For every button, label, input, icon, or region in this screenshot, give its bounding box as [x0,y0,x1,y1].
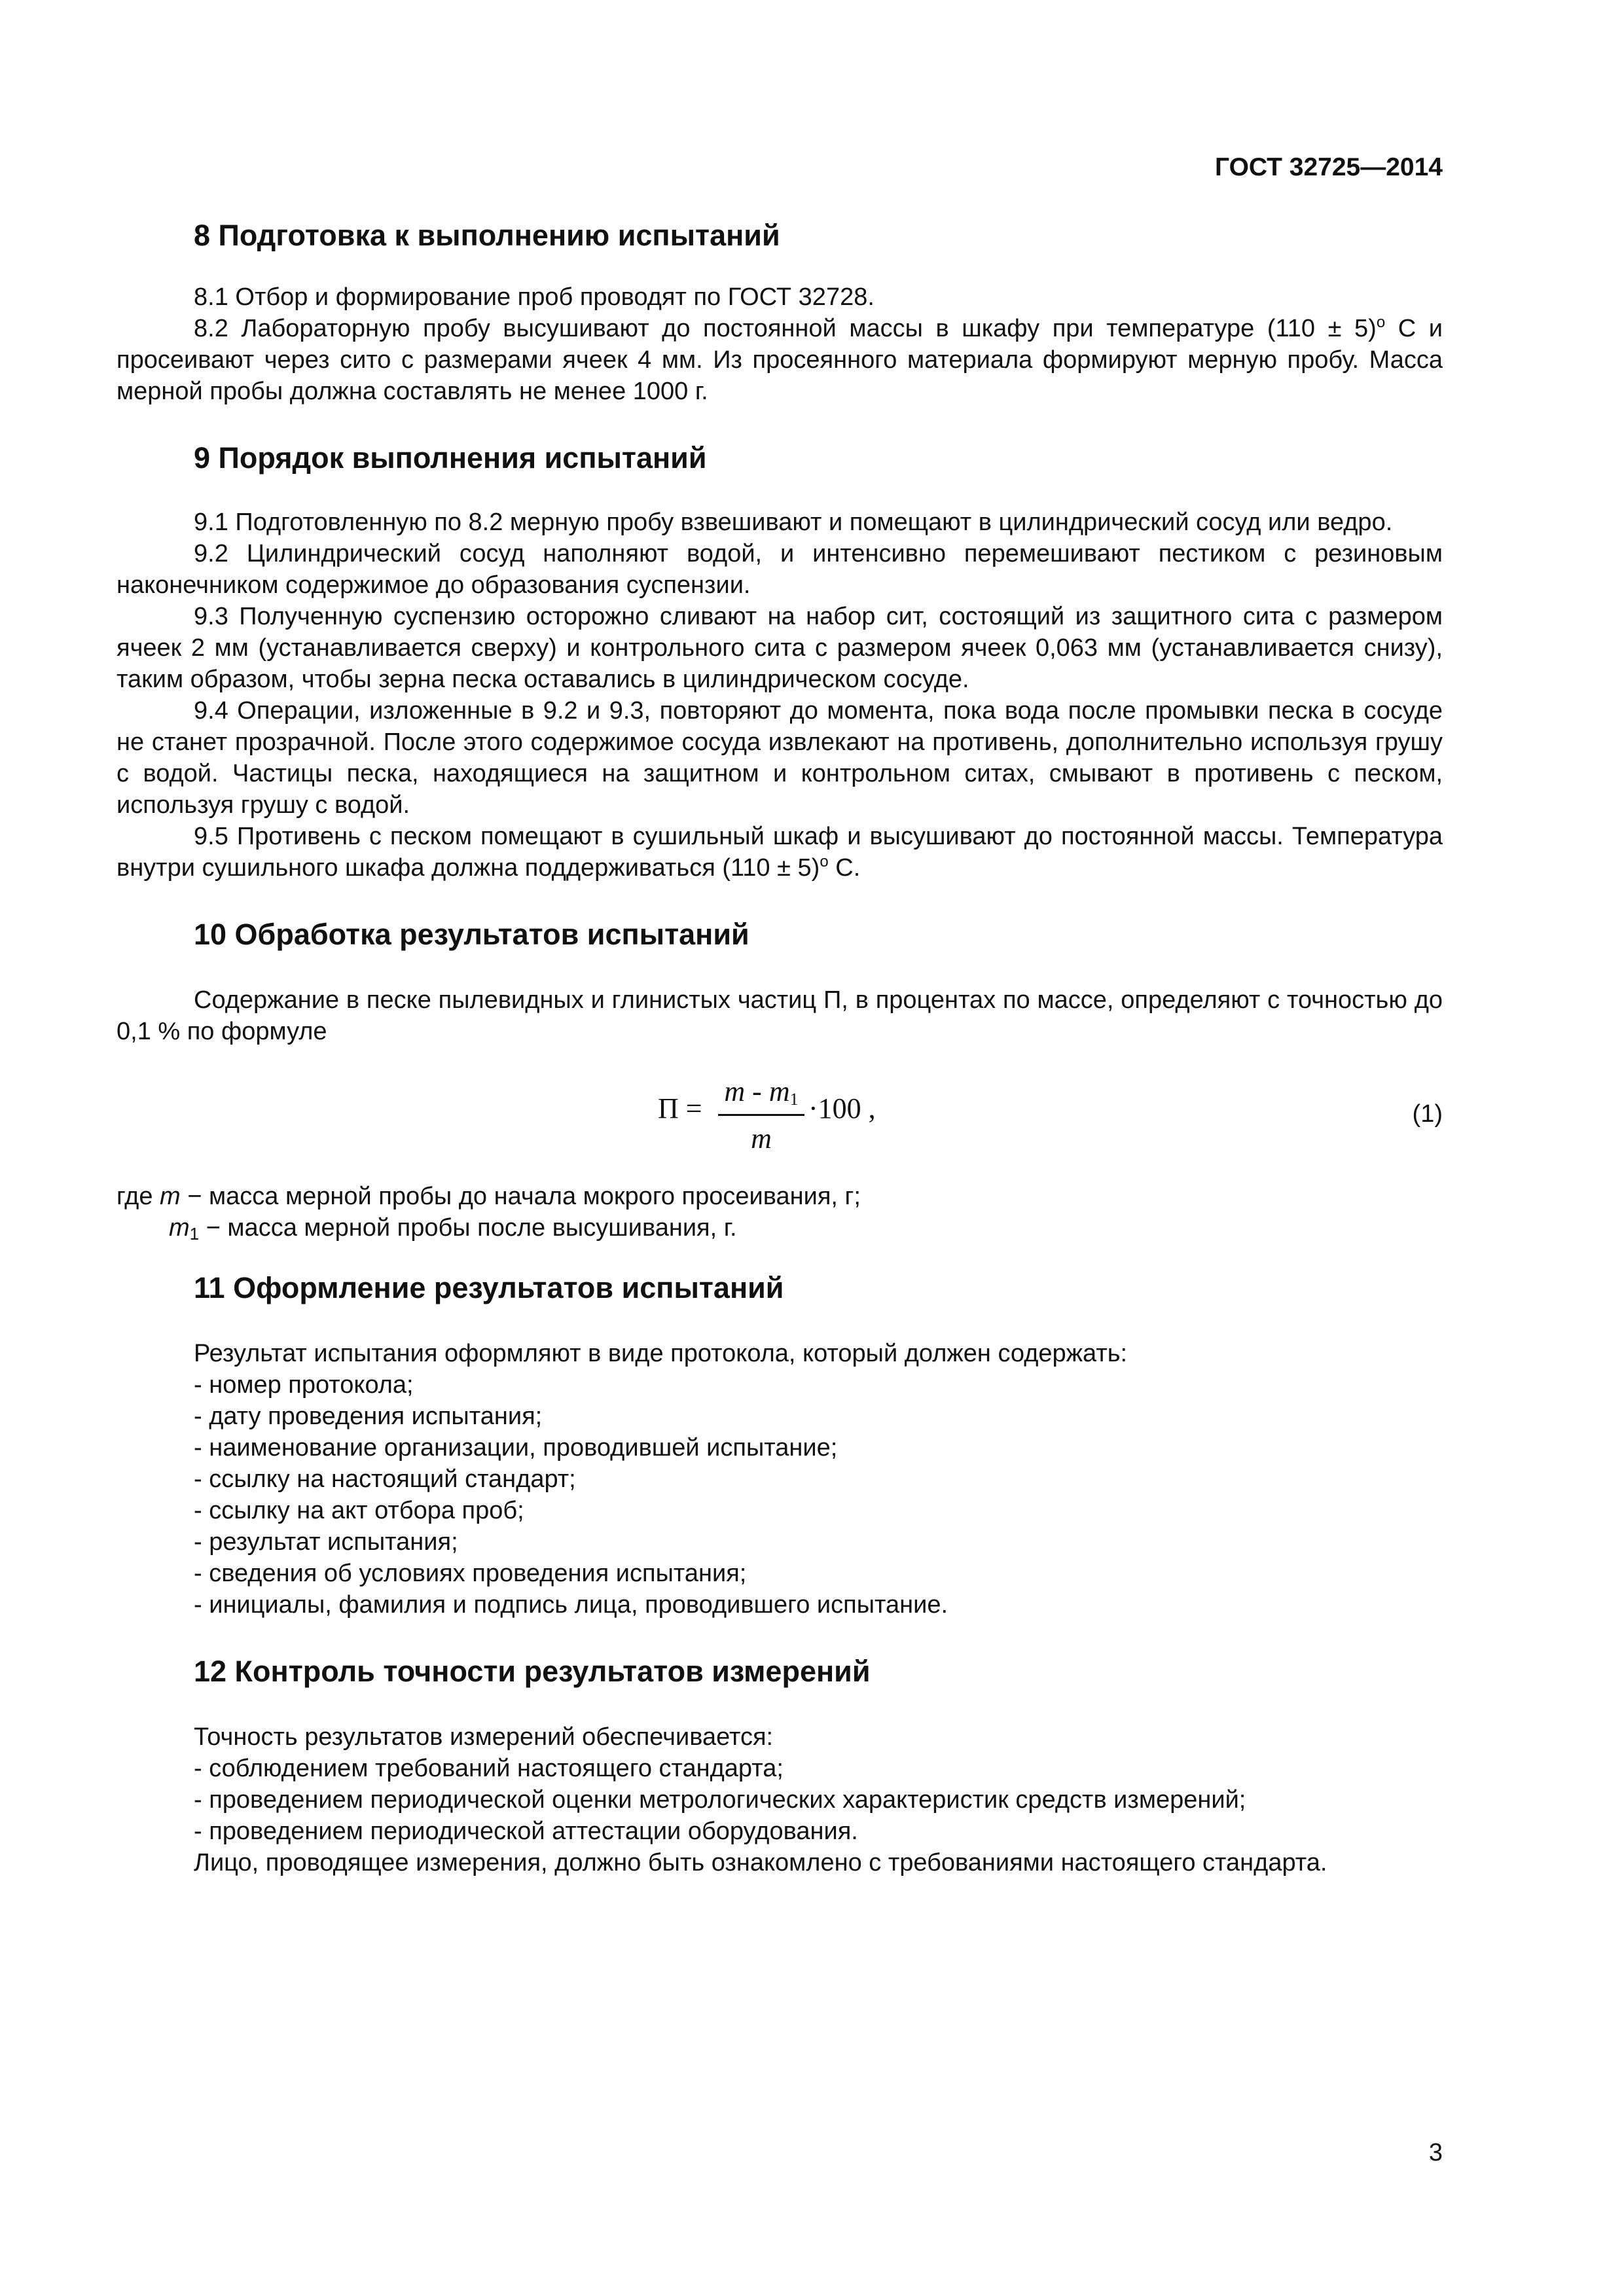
section-11-title: 11 Оформление результатов испытаний [194,1271,784,1304]
section-9-title: 9 Порядок выполнения испытаний [194,441,707,475]
section-12-intro: Точность результатов измерений обеспечивается: [194,1723,774,1751]
section-12-title: 12 Контроль точности результатов измерений [194,1655,871,1688]
section-11 [117,1270,1443,1621]
formula-lhs: П = [658,1092,702,1124]
degree-symbol: о [1376,314,1386,331]
list-item: - ссылку на акт отбора проб; [194,1497,524,1524]
section-10-title: 10 Обработка результатов испытаний [194,918,749,951]
formula-row [117,1062,1443,1166]
list-item: - инициалы, фамилия и подпись лица, проводившего испытание. [194,1591,948,1619]
formula-numerator-text: m - m [724,1075,790,1107]
where-m-text: − масса мерной пробы до начала мокрого просеивания, г; [180,1183,861,1210]
document-code-header: ГОСТ 32725—2014 [1215,153,1443,181]
paragraph-9-1: 9.1 Подготовленную по 8.2 мерную пробу взвешивают и помещают в цилиндрический сосуд или ведро. [194,509,1393,536]
paragraph-10-intro: Содержание в песке пылевидных и глинистых частиц П, в процентах по массе, определяют с точностью до 0,1 % по формуле [117,986,1443,1045]
list-item: - проведением периодической оценки метрологических характеристик средств измерений; [194,1786,1246,1814]
degree-symbol: о [820,853,829,870]
section-9 [117,440,1443,884]
section-12 [117,1653,1443,1878]
variable-m: m [160,1183,181,1210]
list-item: - сведения об условиях проведения испытания; [194,1560,747,1587]
section-10 [117,916,1443,1244]
page-number: 3 [1428,2139,1443,2166]
paragraph-8-2-text-a: 8.2 Лабораторную пробу высушивают до постоянной массы в шкафу при температуре (110 ± 5) [194,315,1377,342]
section-8 [117,217,1443,407]
paragraph-8-2 [117,313,1443,407]
paragraph-8-1: 8.1 Отбор и формирование проб проводят по ГОСТ 32728. [194,283,875,311]
formula-rhs: ·100 , [808,1092,876,1124]
list-item: - ссылку на настоящий стандарт; [194,1465,576,1493]
variable-m1-subscript: 1 [189,1224,200,1244]
section-11-intro: Результат испытания оформляют в виде протокола, который должен содержать: [194,1340,1128,1367]
where-m1-text: − масса мерной пробы после высушивания, г. [199,1214,737,1242]
list-item: - проведением периодической аттестации оборудования. [194,1818,858,1845]
formula [658,1062,933,1166]
where-line-m [117,1181,1443,1212]
paragraph-9-5-text-a: 9.5 Противень с песком помещают в сушильный шкаф и высушивают до постоянной массы. Температура внутри сушильного шкафа должна поддерживаться (110 ± 5) [117,823,1443,882]
list-item: - результат испытания; [194,1528,458,1556]
document-body [117,149,1443,1878]
variable-m1: m [169,1214,190,1242]
list-item: - дату проведения испытания; [194,1403,543,1430]
paragraph-9-4: 9.4 Операции, изложенные в 9.2 и 9.3, повторяют до момента, пока вода после промывки песка в сосуде не станет прозрачной. После этого содержимое сосуда извлекают на противень, дополнительно используя грушу с водой. Частицы песка, находящиеся на защитном и контрольном ситах, смывают в противень с песком, используя грушу с водой. [117,697,1443,819]
paragraph-9-3: 9.3 Полученную суспензию осторожно сливают на набор сит, состоящий из защитного сита с размером ячеек 2 мм (устанавливается сверху) и контрольного сита с размером ячеек 0,063 мм (устанавливается снизу), таким образом, чтобы зерна песка оставались в цилиндрическом сосуде. [117,603,1443,693]
paragraph-9-5-text-b: С. [828,854,861,882]
section-11-list [117,1338,1443,1621]
paragraph-9-2: 9.2 Цилиндрический сосуд наполняют водой, и интенсивно перемешивают пестиком с резиновым наконечником содержимое до образования суспензии. [117,540,1443,599]
formula-denominator: m [751,1122,772,1155]
formula-numerator [718,1076,804,1115]
section-12-closing: Лицо, проводящее измерения, должно быть ознакомлено с требованиями настоящего стандарта. [194,1849,1327,1876]
equation-number: (1) [1412,1100,1443,1128]
where-prefix: где [117,1183,160,1210]
formula-numerator-subscript: 1 [789,1090,799,1109]
paragraph-9-5 [117,821,1443,884]
formula-fraction [718,1062,804,1166]
list-item: - наименование организации, проводившей испытание; [194,1434,838,1462]
where-line-m1 [117,1212,1443,1244]
fraction-bar [718,1114,804,1116]
list-item: - соблюдением требований настоящего стандарта; [194,1755,784,1782]
section-12-list [117,1721,1443,1847]
paragraph-8-2-text-b: С и просеивают через сито с размерами ячеек 4 мм. Из просеянного материала формируют мерную пробу. Масса мерной пробы должна составлять не менее 1000 г. [117,315,1443,405]
list-item: - номер протокола; [194,1371,414,1399]
section-8-title: 8 Подготовка к выполнению испытаний [194,219,780,252]
